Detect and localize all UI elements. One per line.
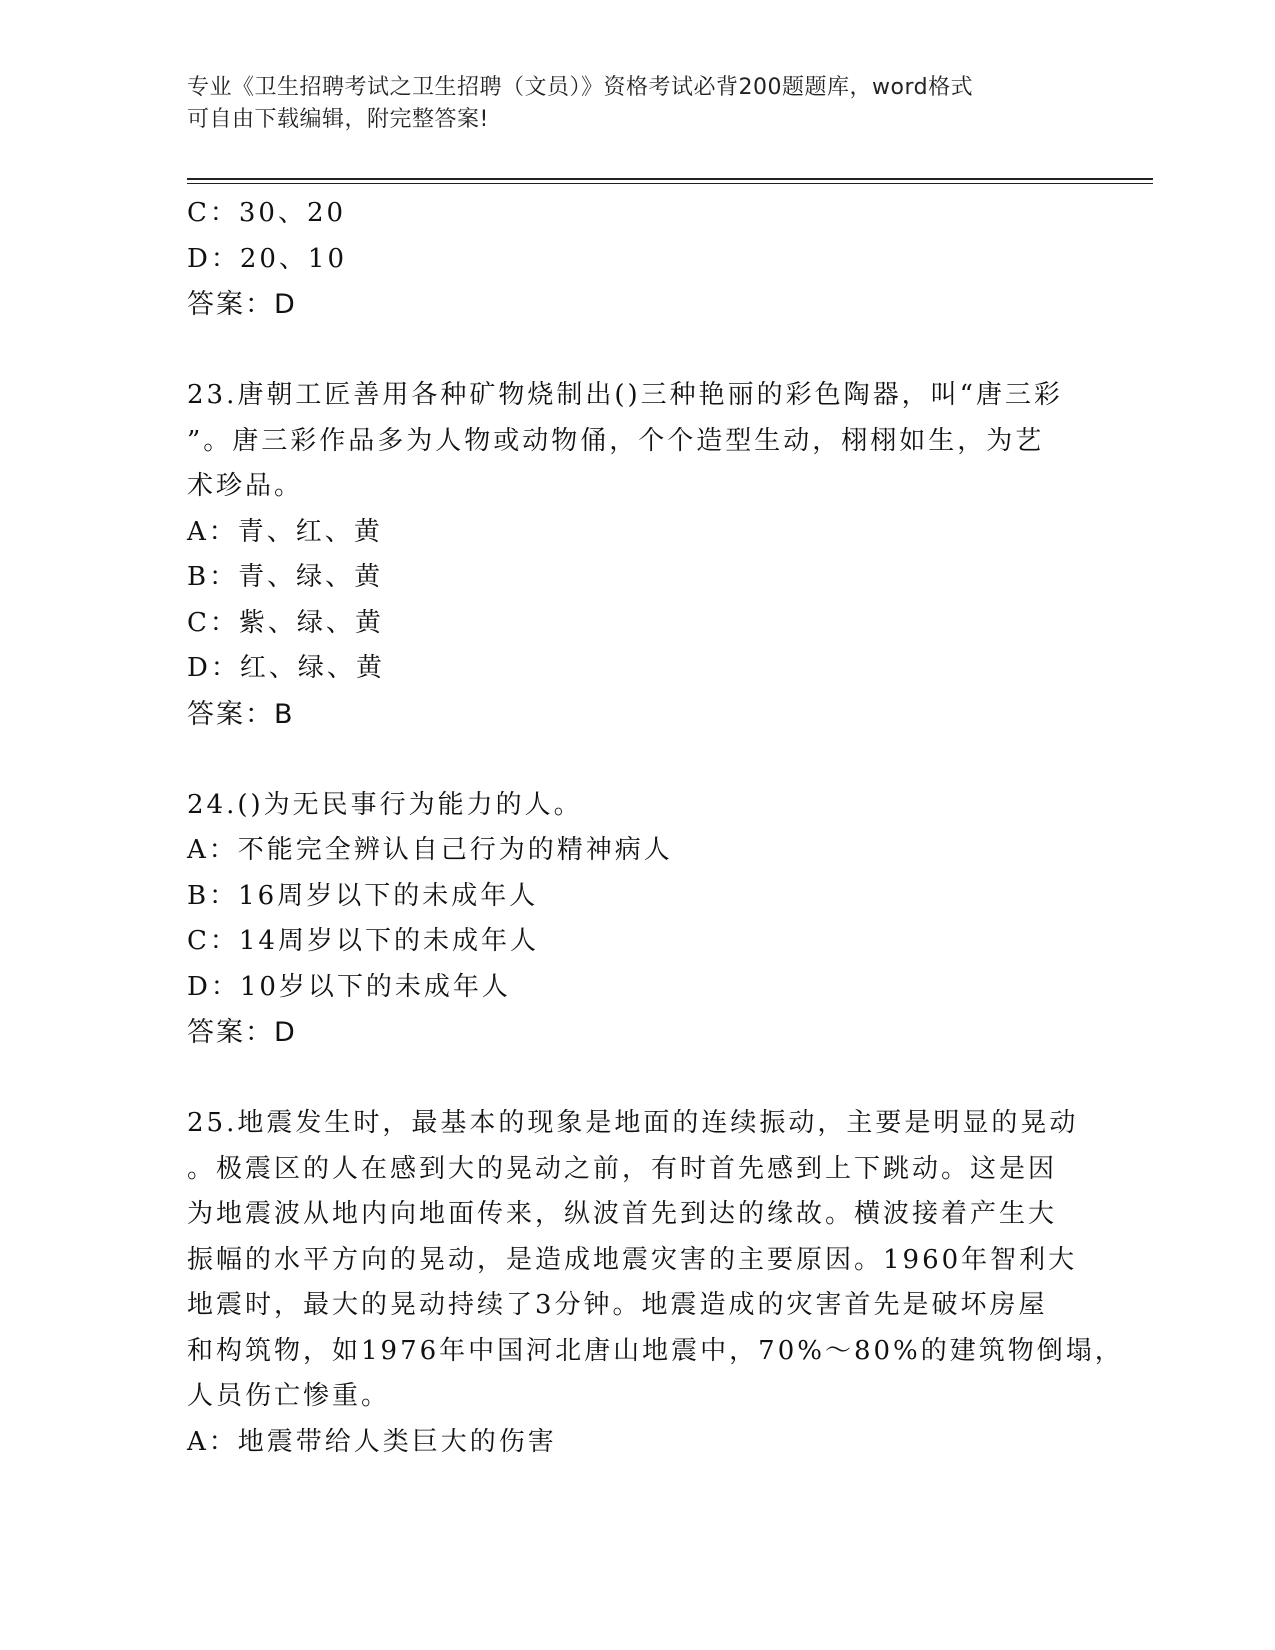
spacer (187, 737, 1087, 783)
option-c: C：14周岁以下的未成年人 (187, 926, 539, 956)
answer-label: 答案：B (187, 698, 295, 730)
option-c: C：紫、绿、黄 (187, 607, 384, 638)
option-a: A：不能完全辨认自己行为的精神病人 (187, 835, 673, 865)
option-b: B：16周岁以下的未成年人 (187, 880, 539, 911)
header-divider-thin (187, 183, 1153, 184)
header-line-1: 专业《卫生招聘考试之卫生招聘（文员）》资格考试必背200题题库，word格式 (187, 75, 974, 100)
question-25 (187, 1101, 1124, 1465)
question-stem-line: 地震时，最大的晃动持续了3分钟。地震造成的灾害首先是破坏房屋 (187, 1290, 1048, 1320)
spacer (187, 1056, 1087, 1102)
header-divider-thick (187, 178, 1153, 180)
option-d: D：红、绿、黄 (187, 653, 385, 683)
option-b: B：青、绿、黄 (187, 562, 384, 592)
question-stem-line: 23.唐朝工匠善用各种矿物烧制出()三种艳丽的彩色陶器，叫“唐三彩 (187, 380, 1063, 410)
question-stem-line: 。极震区的人在感到大的晃动之前，有时首先感到上下跳动。这是因 (187, 1153, 1058, 1184)
question-stem-line: 和构筑物，如1976年中国河北唐山地震中，70%～80%的建筑物倒塌， (187, 1335, 1124, 1366)
question-stem-line: 术珍品。 (187, 471, 304, 501)
question-content (187, 191, 1124, 1465)
option-d: D：20、10 (187, 243, 348, 274)
question-stem-line: 为地震波从地内向地面传来，纵波首先到达的缘故。横波接着产生大 (187, 1199, 1058, 1229)
option-a: A：青、红、黄 (187, 516, 383, 547)
spacer (187, 328, 1087, 374)
question-stem-line: ”。唐三彩作品多为人物或动物俑，个个造型生动，栩栩如生，为艺 (187, 425, 1045, 456)
answer-label: 答案：D (187, 1017, 297, 1048)
option-d: D：10岁以下的未成年人 (187, 971, 511, 1002)
option-a: A：地震带给人类巨大的伤害 (187, 1426, 557, 1457)
question-24 (187, 783, 1087, 1056)
header-line-2: 可自由下载编辑，附完整答案! (187, 107, 489, 132)
question-stem-line: 24.()为无民事行为能力的人。 (187, 789, 583, 820)
answer-label: 答案：D (187, 289, 297, 320)
question-stem-line: 25.地震发生时，最基本的现象是地面的连续振动，主要是明显的晃动 (187, 1108, 1079, 1138)
document-header (187, 72, 1067, 136)
question-23 (187, 373, 1087, 737)
option-c: C：30、20 (187, 198, 347, 228)
question-22 (187, 191, 1087, 328)
question-stem-line: 人员伤亡惨重。 (187, 1381, 391, 1411)
question-stem-line: 振幅的水平方向的晃动，是造成地震灾害的主要原因。1960年智利大 (187, 1244, 1078, 1275)
